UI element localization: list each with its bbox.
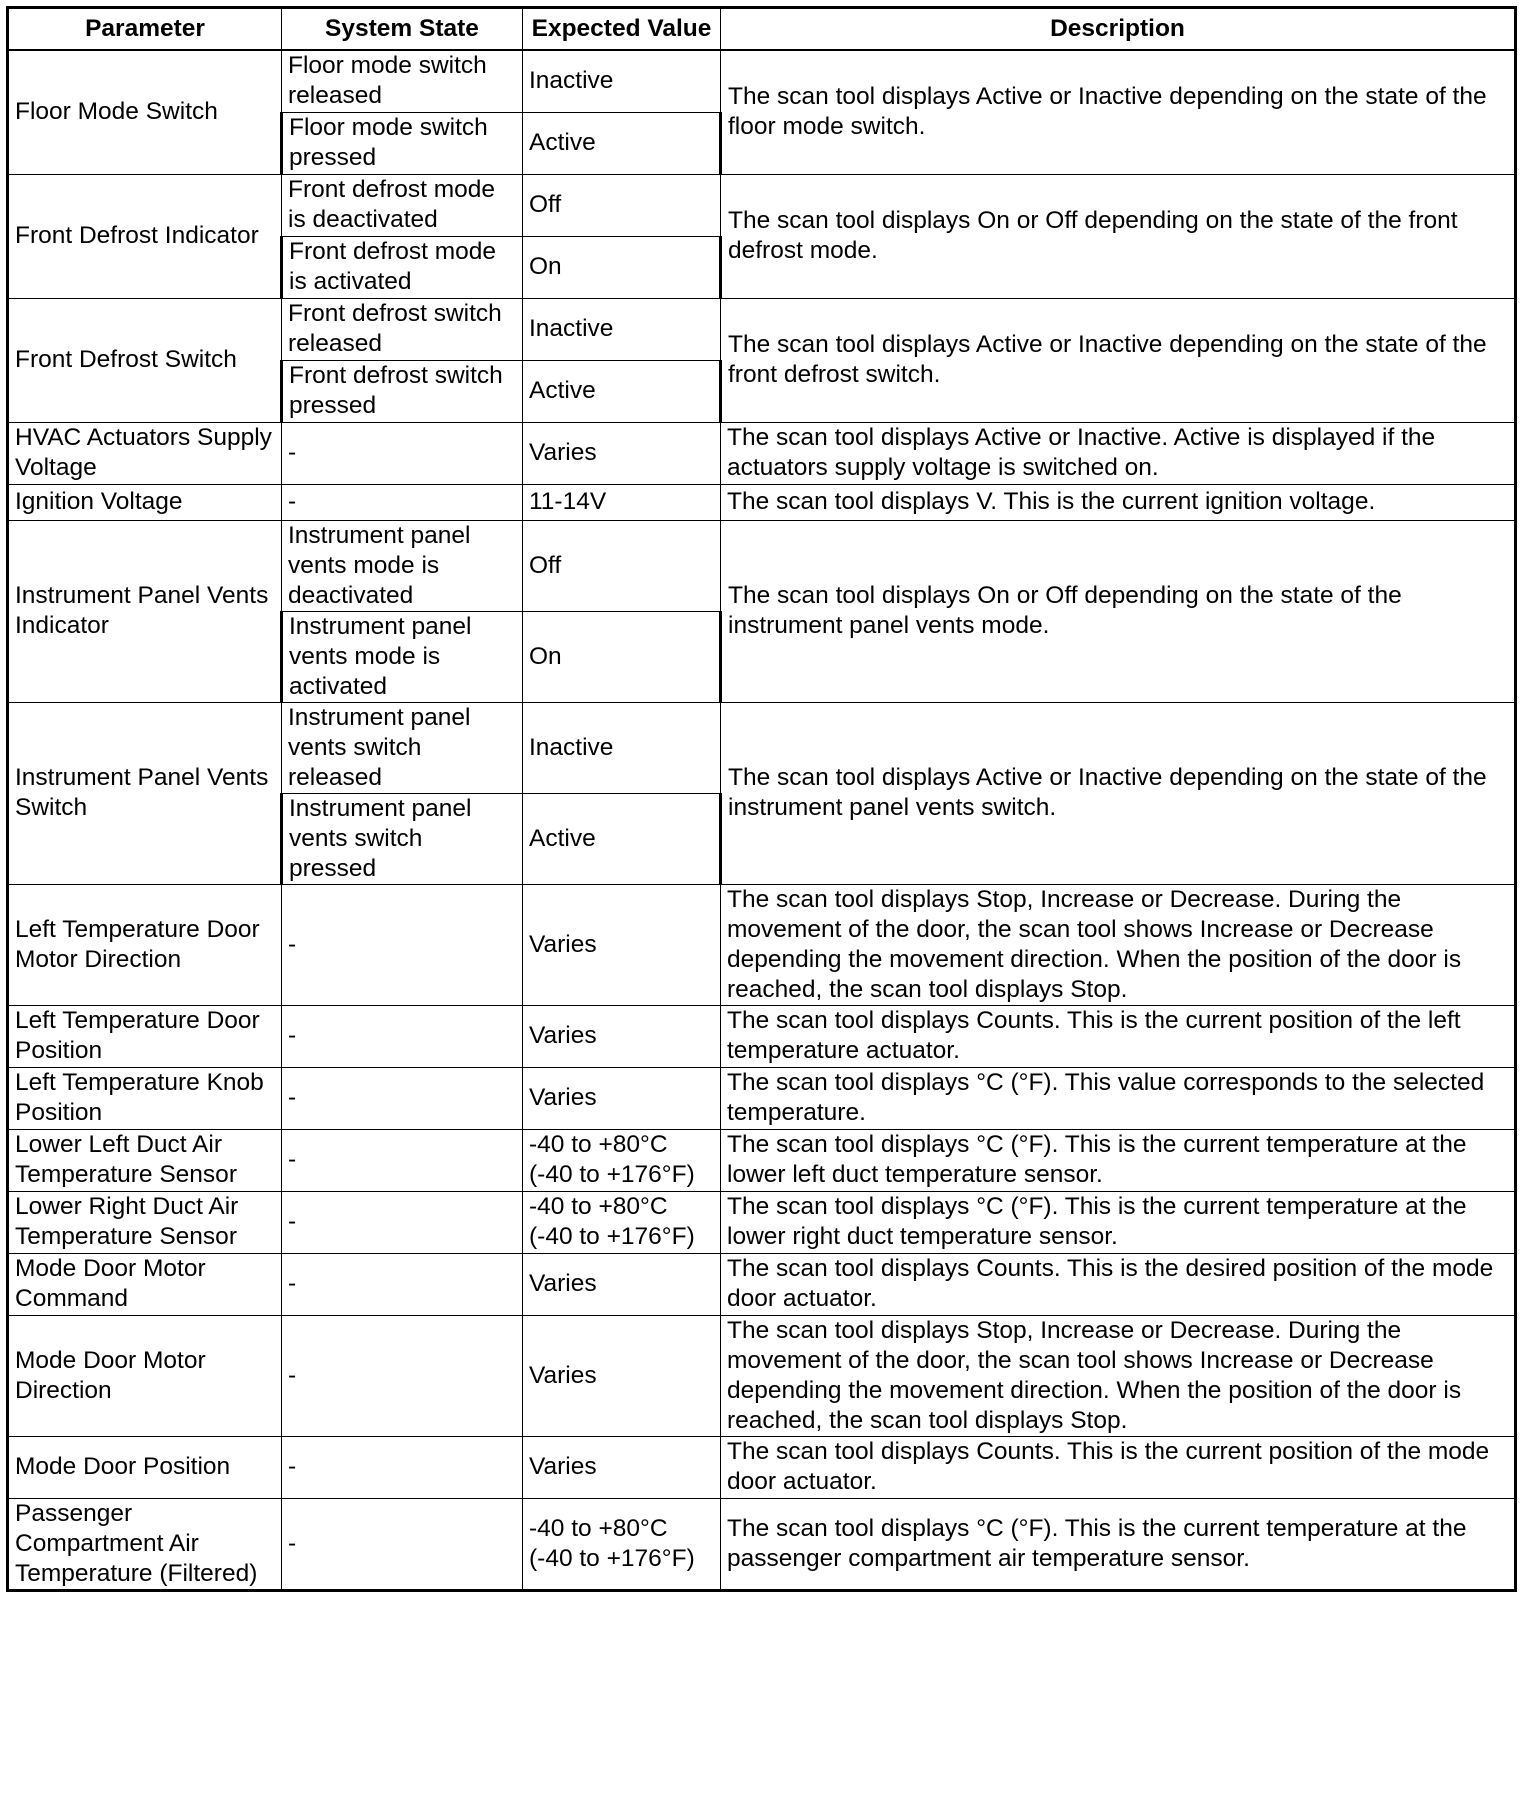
parameter-table <box>6 6 1517 1592</box>
expected-value-cell: Varies <box>523 1315 721 1436</box>
table-row <box>8 1191 1516 1253</box>
table-row <box>8 1315 1516 1436</box>
system-state-cell: - <box>282 484 523 520</box>
system-state-cell: - <box>282 1498 523 1590</box>
expected-value-cell: Inactive <box>523 50 721 112</box>
table-row <box>8 174 1516 236</box>
header-description: Description <box>721 8 1516 51</box>
parameter-cell: Passenger Compartment Air Temperature (Filtered) <box>8 1498 282 1590</box>
description-cell: The scan tool displays Counts. This is the desired position of the mode door actuator. <box>721 1253 1516 1315</box>
system-state-cell: - <box>282 1191 523 1253</box>
system-state-cell: - <box>282 1005 523 1067</box>
parameter-cell: Left Temperature Door Motor Direction <box>8 884 282 1005</box>
description-cell: The scan tool displays On or Off depending on the state of the instrument panel vents mode. <box>721 520 1516 702</box>
description-cell: The scan tool displays V. This is the current ignition voltage. <box>721 484 1516 520</box>
expected-value-cell: Active <box>523 112 721 174</box>
header-parameter: Parameter <box>8 8 282 51</box>
system-state-cell: - <box>282 1067 523 1129</box>
expected-value-cell: -40 to +80°C (-40 to +176°F) <box>523 1498 721 1590</box>
expected-value-cell: Active <box>523 793 721 884</box>
expected-value-cell: Active <box>523 360 721 422</box>
expected-value-cell: Off <box>523 174 721 236</box>
parameter-cell: Lower Left Duct Air Temperature Sensor <box>8 1129 282 1191</box>
system-state-cell: Front defrost mode is deactivated <box>282 174 523 236</box>
description-cell: The scan tool displays Active or Inactive depending on the state of the front defrost switch. <box>721 298 1516 422</box>
table-row <box>8 1005 1516 1067</box>
parameter-cell: Instrument Panel Vents Indicator <box>8 520 282 702</box>
expected-value-cell: -40 to +80°C (-40 to +176°F) <box>523 1191 721 1253</box>
parameter-cell: Left Temperature Knob Position <box>8 1067 282 1129</box>
table-row <box>8 1253 1516 1315</box>
description-cell: The scan tool displays Counts. This is the current position of the left temperature actuator. <box>721 1005 1516 1067</box>
description-cell: The scan tool displays Stop, Increase or Decrease. During the movement of the door, the scan tool shows Increase or Decrease depending the movement direction. When the position of the door is reached, the scan tool displays Stop. <box>721 884 1516 1005</box>
description-cell: The scan tool displays Active or Inactive depending on the state of the floor mode switch. <box>721 50 1516 174</box>
table-row <box>8 50 1516 112</box>
table-row <box>8 1067 1516 1129</box>
header-expected-value: Expected Value <box>523 8 721 51</box>
parameter-cell: Front Defrost Indicator <box>8 174 282 298</box>
table-row <box>8 1498 1516 1590</box>
system-state-cell: - <box>282 1129 523 1191</box>
system-state-cell: - <box>282 1315 523 1436</box>
system-state-cell: Instrument panel vents mode is activated <box>282 611 523 702</box>
expected-value-cell: Varies <box>523 1253 721 1315</box>
expected-value-cell: Varies <box>523 422 721 484</box>
description-cell: The scan tool displays °C (°F). This value corresponds to the selected temperature. <box>721 1067 1516 1129</box>
system-state-cell: - <box>282 1436 523 1498</box>
description-cell: The scan tool displays °C (°F). This is the current temperature at the lower left duct temperature sensor. <box>721 1129 1516 1191</box>
expected-value-cell: On <box>523 236 721 298</box>
parameter-cell: Lower Right Duct Air Temperature Sensor <box>8 1191 282 1253</box>
parameter-cell: Instrument Panel Vents Switch <box>8 702 282 884</box>
system-state-cell: - <box>282 422 523 484</box>
parameter-cell: Left Temperature Door Position <box>8 1005 282 1067</box>
expected-value-cell: -40 to +80°C (-40 to +176°F) <box>523 1129 721 1191</box>
parameter-cell: Mode Door Position <box>8 1436 282 1498</box>
table-row <box>8 1129 1516 1191</box>
parameter-cell: Mode Door Motor Command <box>8 1253 282 1315</box>
parameter-cell: HVAC Actuators Supply Voltage <box>8 422 282 484</box>
header-system-state: System State <box>282 8 523 51</box>
parameter-cell: Ignition Voltage <box>8 484 282 520</box>
table-row <box>8 298 1516 360</box>
table-body <box>8 50 1516 1590</box>
expected-value-cell: On <box>523 611 721 702</box>
system-state-cell: - <box>282 1253 523 1315</box>
system-state-cell: Instrument panel vents switch released <box>282 702 523 793</box>
parameter-cell: Mode Door Motor Direction <box>8 1315 282 1436</box>
expected-value-cell: Inactive <box>523 702 721 793</box>
expected-value-cell: 11-14V <box>523 484 721 520</box>
table-row <box>8 1436 1516 1498</box>
table-row <box>8 520 1516 611</box>
system-state-cell: Front defrost mode is activated <box>282 236 523 298</box>
system-state-cell: Front defrost switch pressed <box>282 360 523 422</box>
description-cell: The scan tool displays °C (°F). This is the current temperature at the lower right duct temperature sensor. <box>721 1191 1516 1253</box>
system-state-cell: Floor mode switch pressed <box>282 112 523 174</box>
expected-value-cell: Off <box>523 520 721 611</box>
table-row <box>8 884 1516 1005</box>
description-cell: The scan tool displays On or Off depending on the state of the front defrost mode. <box>721 174 1516 298</box>
description-cell: The scan tool displays Counts. This is the current position of the mode door actuator. <box>721 1436 1516 1498</box>
header-row <box>8 8 1516 51</box>
expected-value-cell: Varies <box>523 1436 721 1498</box>
system-state-cell: Floor mode switch released <box>282 50 523 112</box>
expected-value-cell: Varies <box>523 1005 721 1067</box>
description-cell: The scan tool displays Active or Inactive. Active is displayed if the actuators supply voltage is switched on. <box>721 422 1516 484</box>
expected-value-cell: Inactive <box>523 298 721 360</box>
description-cell: The scan tool displays Stop, Increase or Decrease. During the movement of the door, the scan tool shows Increase or Decrease depending the movement direction. When the position of the door is reached, the scan tool displays Stop. <box>721 1315 1516 1436</box>
expected-value-cell: Varies <box>523 884 721 1005</box>
system-state-cell: Instrument panel vents mode is deactivated <box>282 520 523 611</box>
parameter-cell: Floor Mode Switch <box>8 50 282 174</box>
system-state-cell: - <box>282 884 523 1005</box>
expected-value-cell: Varies <box>523 1067 721 1129</box>
table-row <box>8 484 1516 520</box>
system-state-cell: Front defrost switch released <box>282 298 523 360</box>
description-cell: The scan tool displays Active or Inactive depending on the state of the instrument panel vents switch. <box>721 702 1516 884</box>
table-row <box>8 422 1516 484</box>
description-cell: The scan tool displays °C (°F). This is the current temperature at the passenger compartment air temperature sensor. <box>721 1498 1516 1590</box>
table-row <box>8 702 1516 793</box>
parameter-cell: Front Defrost Switch <box>8 298 282 422</box>
system-state-cell: Instrument panel vents switch pressed <box>282 793 523 884</box>
